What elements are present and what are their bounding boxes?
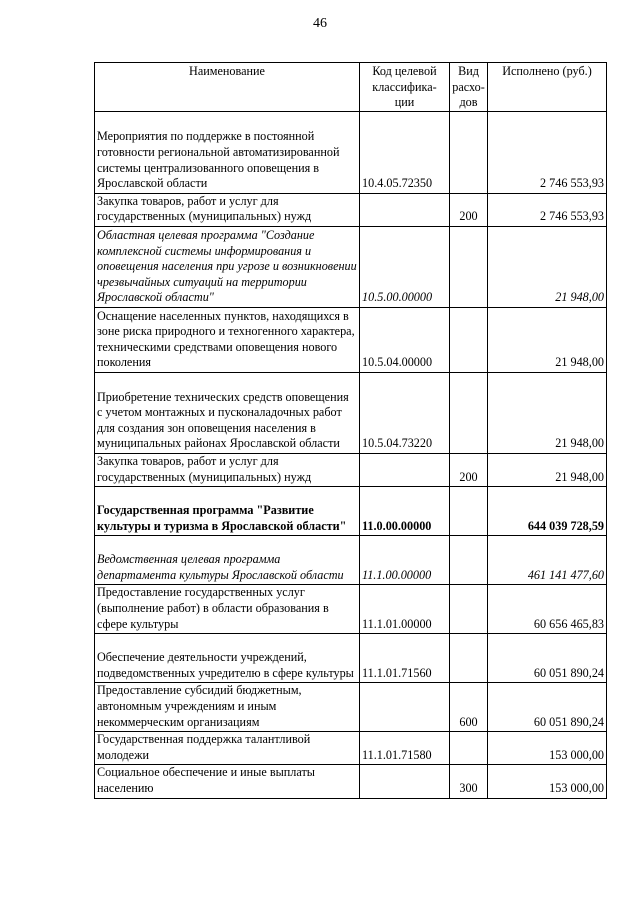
row-type	[450, 634, 488, 683]
table-row	[95, 634, 607, 683]
row-name: Областная целевая программа "Создание комплексной системы информирования и оповещения населения при угрозе и возникновении чрезвычайных ситуаций на территории Ярославской области"	[95, 226, 360, 307]
row-name: Закупка товаров, работ и услуг для государственных (муниципальных) нужд	[95, 453, 360, 486]
row-amount: 60 656 465,83	[488, 585, 607, 634]
table-row	[95, 585, 607, 634]
row-type	[450, 585, 488, 634]
row-amount: 153 000,00	[488, 732, 607, 765]
row-name: Ведомственная целевая программа департамента культуры Ярославской области	[95, 536, 360, 585]
row-amount: 21 948,00	[488, 307, 607, 372]
row-type: 200	[450, 453, 488, 486]
table-row	[95, 307, 607, 372]
row-name: Предоставление государственных услуг (выполнение работ) в области образования в сфере культуры	[95, 585, 360, 634]
row-amount: 2 746 553,93	[488, 111, 607, 193]
budget-execution-table	[94, 62, 607, 799]
row-code: 11.1.01.00000	[360, 585, 450, 634]
row-code	[360, 193, 450, 226]
row-amount: 21 948,00	[488, 372, 607, 453]
row-name: Оснащение населенных пунктов, находящихся в зоне риска природного и техногенного характера, техническими средствами оповещения нового поколения	[95, 307, 360, 372]
row-type: 300	[450, 765, 488, 798]
row-amount: 644 039 728,59	[488, 487, 607, 536]
row-amount: 21 948,00	[488, 226, 607, 307]
row-name: Предоставление субсидий бюджетным, автономным учреждениям и иным некоммерческим организациям	[95, 683, 360, 732]
row-code: 11.1.00.00000	[360, 536, 450, 585]
row-name: Обеспечение деятельности учреждений, подведомственных учредителю в сфере культуры	[95, 634, 360, 683]
row-type	[450, 536, 488, 585]
row-type	[450, 732, 488, 765]
table-row	[95, 487, 607, 536]
row-amount: 60 051 890,24	[488, 634, 607, 683]
header-name: Наименование	[95, 63, 360, 112]
row-code: 11.1.01.71560	[360, 634, 450, 683]
row-code: 11.0.00.00000	[360, 487, 450, 536]
row-type	[450, 307, 488, 372]
row-type: 200	[450, 193, 488, 226]
row-amount: 461 141 477,60	[488, 536, 607, 585]
row-type	[450, 111, 488, 193]
row-code	[360, 765, 450, 798]
row-code: 10.4.05.72350	[360, 111, 450, 193]
header-amount: Исполнено (руб.)	[488, 63, 607, 112]
row-type: 600	[450, 683, 488, 732]
table-row	[95, 536, 607, 585]
table-row	[95, 372, 607, 453]
table-body	[95, 111, 607, 798]
row-type	[450, 226, 488, 307]
row-code: 10.5.00.00000	[360, 226, 450, 307]
row-amount: 153 000,00	[488, 765, 607, 798]
row-code	[360, 683, 450, 732]
header-code: Код целевой классифика- ции	[360, 63, 450, 112]
row-name: Закупка товаров, работ и услуг для государственных (муниципальных) нужд	[95, 193, 360, 226]
table-row	[95, 453, 607, 486]
row-code: 11.1.01.71580	[360, 732, 450, 765]
table-row	[95, 193, 607, 226]
row-amount: 21 948,00	[488, 453, 607, 486]
page-number: 46	[313, 16, 327, 31]
table-row	[95, 226, 607, 307]
row-name: Государственная поддержка талантливой молодежи	[95, 732, 360, 765]
row-code: 10.5.04.00000	[360, 307, 450, 372]
table-row	[95, 111, 607, 193]
row-amount: 60 051 890,24	[488, 683, 607, 732]
row-code: 10.5.04.73220	[360, 372, 450, 453]
table-row	[95, 732, 607, 765]
row-code	[360, 453, 450, 486]
row-type	[450, 372, 488, 453]
table-row	[95, 683, 607, 732]
row-name: Мероприятия по поддержке в постоянной готовности региональной автоматизированной системы централизованного оповещения в Ярославской области	[95, 111, 360, 193]
row-amount: 2 746 553,93	[488, 193, 607, 226]
header-type: Вид расхо- дов	[450, 63, 488, 112]
row-name: Приобретение технических средств оповещения с учетом монтажных и пусконаладочных работ для создания зон оповещения населения в муниципальных районах Ярославской области	[95, 372, 360, 453]
row-name: Государственная программа "Развитие культуры и туризма в Ярославской области"	[95, 487, 360, 536]
table-row	[95, 765, 607, 798]
table-header	[95, 63, 607, 112]
row-name: Социальное обеспечение и иные выплаты населению	[95, 765, 360, 798]
row-type	[450, 487, 488, 536]
header-row	[95, 63, 607, 112]
